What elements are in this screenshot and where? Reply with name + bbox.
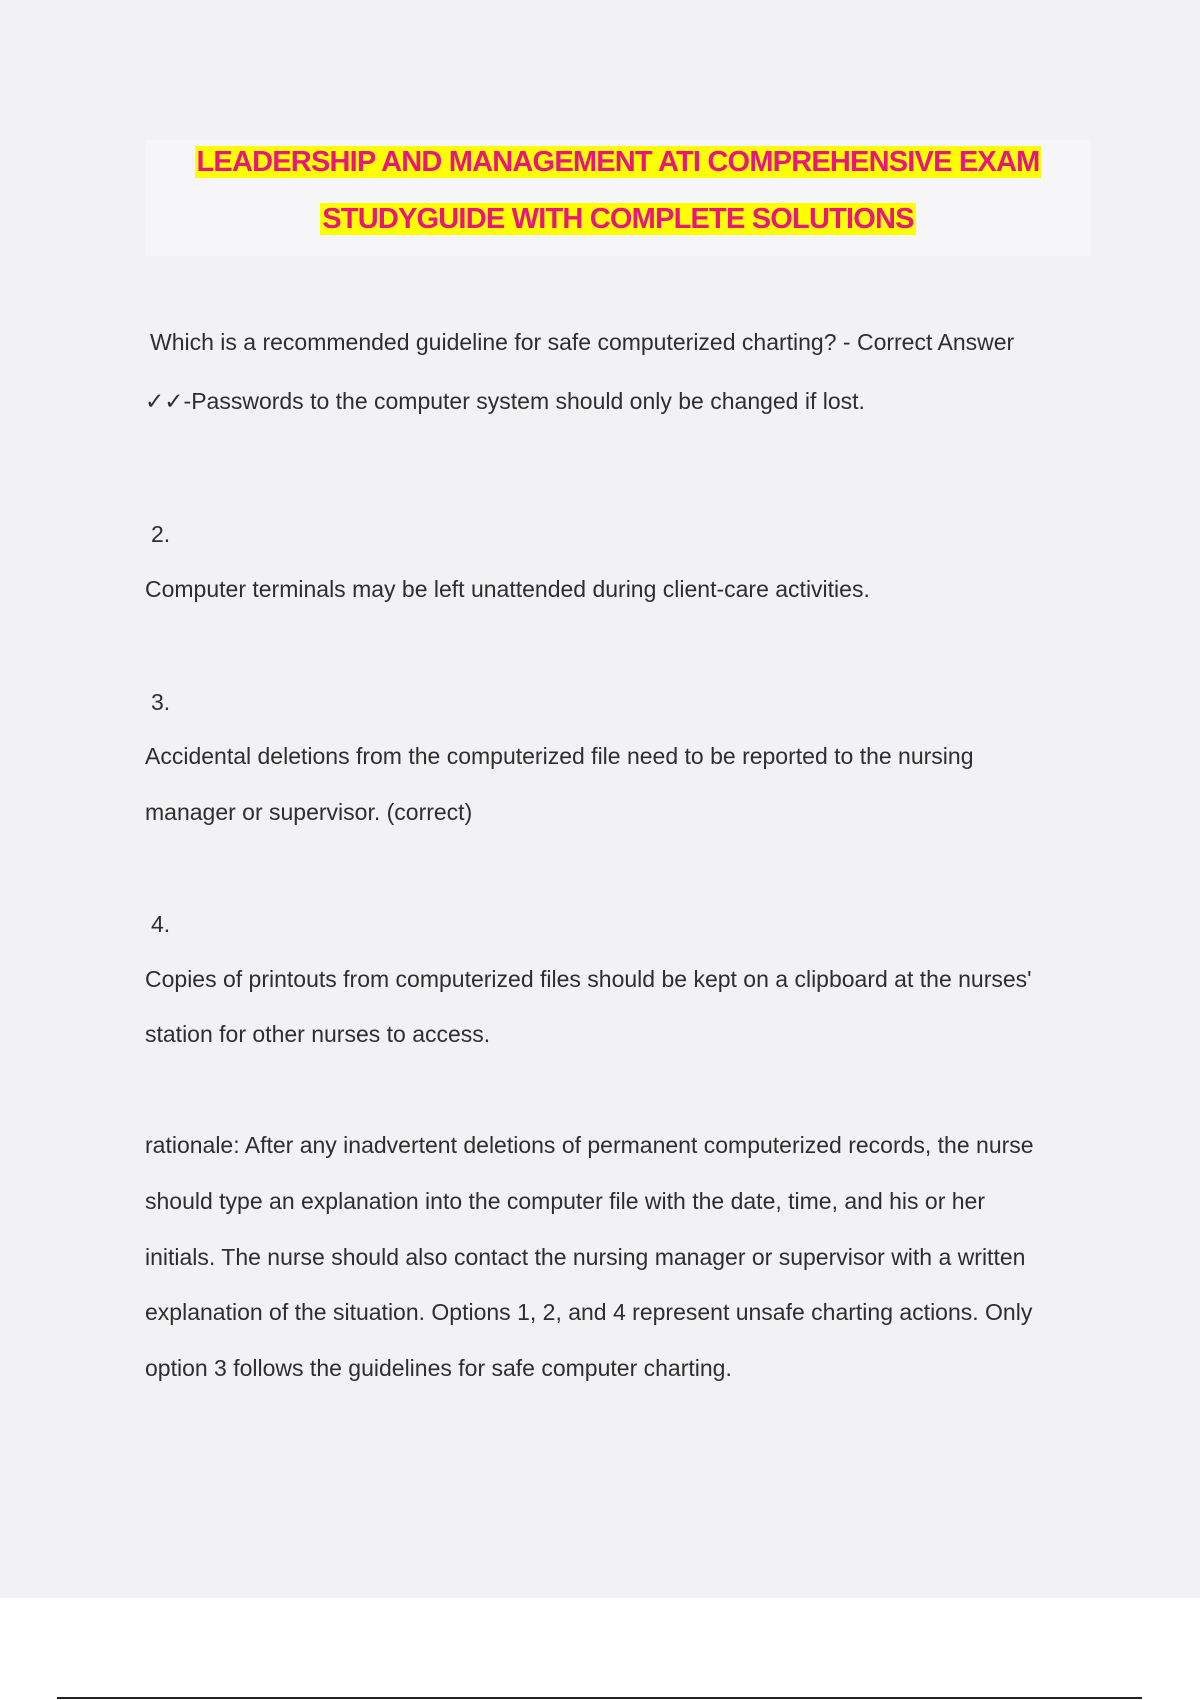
option-3-number: 3.	[151, 689, 171, 715]
title-line-2	[145, 201, 1091, 237]
title-text-1: LEADERSHIP AND MANAGEMENT ATI COMPREHENSIVE EXAM	[196, 146, 1040, 178]
question-line-2: ✓✓-Passwords to the computer system should only be changed if lost.	[145, 388, 865, 414]
title-block	[145, 140, 1091, 256]
option-3-text-line-1: Accidental deletions from the computerized file need to be reported to the nursing	[145, 743, 974, 769]
option-3-text-line-2: manager or supervisor. (correct)	[145, 799, 473, 825]
option-2-text: Computer terminals may be left unattended during client-care activities.	[145, 576, 870, 602]
title-text-2: STUDYGUIDE WITH COMPLETE SOLUTIONS	[322, 203, 914, 235]
option-4-number: 4.	[151, 911, 171, 937]
title-line-1	[145, 144, 1091, 180]
rationale-line: rationale: After any inadvertent deletions of permanent computerized records, the nurse	[145, 1132, 1034, 1158]
footer-rule	[57, 1697, 1142, 1699]
option-4-text-line-1: Copies of printouts from computerized files should be kept on a clipboard at the nurses'	[145, 966, 1032, 992]
rationale-line: initials. The nurse should also contact the nursing manager or supervisor with a written	[145, 1244, 1026, 1270]
rationale-line: option 3 follows the guidelines for safe computer charting.	[145, 1355, 732, 1381]
option-2-number: 2.	[151, 521, 171, 547]
rationale-line: explanation of the situation. Options 1, 2, and 4 represent unsafe charting actions. Only	[145, 1299, 1033, 1325]
rationale-line: should type an explanation into the computer file with the date, time, and his or her	[145, 1188, 986, 1214]
question-line-1: Which is a recommended guideline for safe computerized charting? - Correct Answer	[150, 329, 1015, 355]
option-4-text-line-2: station for other nurses to access.	[145, 1021, 491, 1047]
